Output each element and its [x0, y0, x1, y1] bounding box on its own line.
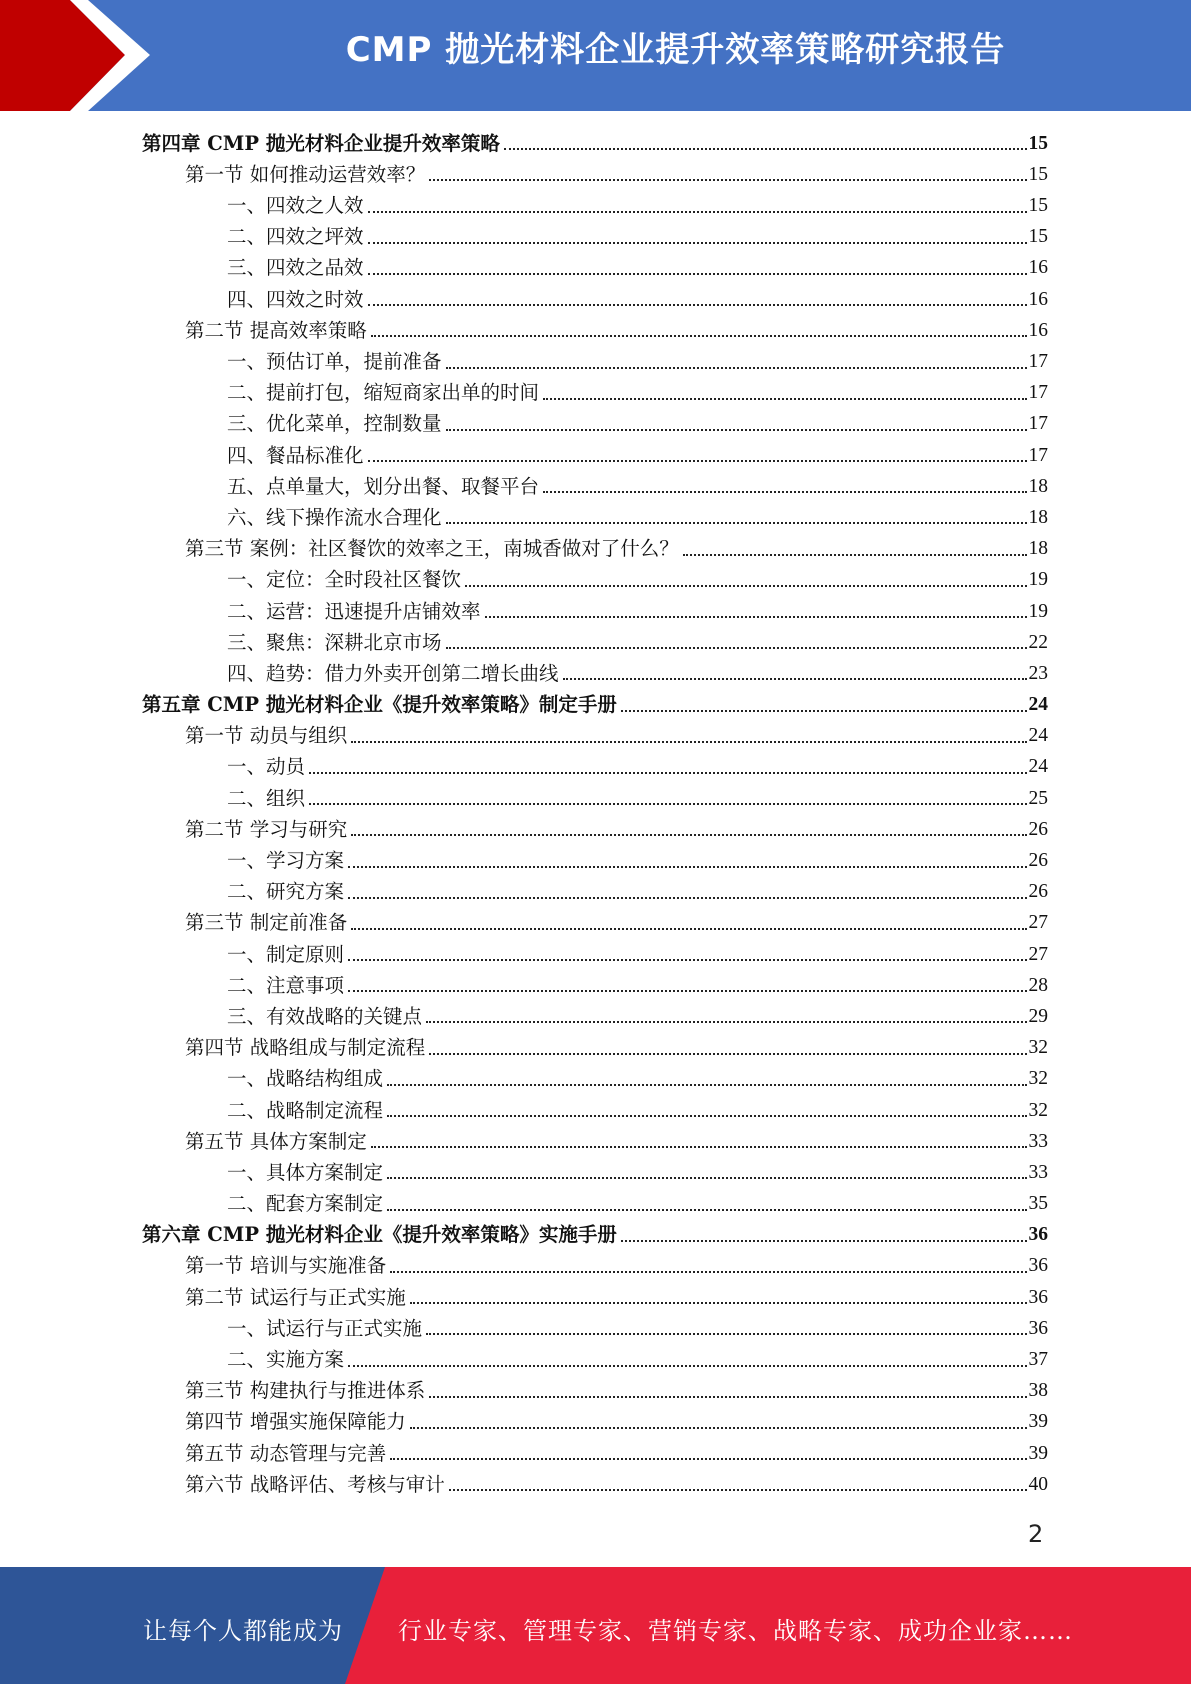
- toc-subsection-entry[interactable]: [142, 1344, 1048, 1375]
- toc-dot-leader: [348, 897, 1026, 899]
- toc-subsection-entry[interactable]: [142, 658, 1048, 689]
- toc-entry-title: 第一节 培训与实施准备: [185, 1254, 387, 1278]
- toc-subsection-entry[interactable]: [142, 253, 1048, 284]
- toc-entry-page: 26: [1028, 818, 1048, 840]
- toc-dot-leader: [410, 1427, 1027, 1429]
- toc-section-entry[interactable]: [142, 1126, 1048, 1157]
- toc-entry-page: 15: [1028, 163, 1048, 185]
- toc-entry-page: 17: [1028, 351, 1048, 372]
- toc-dot-leader: [429, 1053, 1026, 1055]
- toc-subsection-entry[interactable]: [142, 1157, 1048, 1188]
- toc-dot-leader: [426, 1021, 1026, 1023]
- toc-dot-leader: [351, 928, 1026, 930]
- toc-chapter-entry[interactable]: [142, 1220, 1048, 1251]
- toc-entry-page: 26: [1028, 850, 1048, 871]
- footer-slogan-left: 让每个人都能成为: [143, 1617, 343, 1645]
- toc-dot-leader: [387, 1084, 1026, 1086]
- toc-entry-page: 16: [1028, 288, 1048, 310]
- toc-entry-title: 二、实施方案: [227, 1348, 345, 1371]
- toc-entry-title: 第五节 动态管理与完善: [185, 1441, 387, 1465]
- toc-dot-leader: [371, 335, 1027, 337]
- toc-section-entry[interactable]: [142, 1407, 1048, 1438]
- toc-subsection-entry[interactable]: [142, 190, 1048, 221]
- toc-dot-leader: [485, 616, 1027, 618]
- toc-dot-leader: [446, 647, 1027, 649]
- toc-entry-page: 32: [1028, 1037, 1048, 1059]
- toc-entry-title: 三、聚焦：深耕北京市场: [227, 630, 442, 654]
- toc-dot-leader: [368, 242, 1027, 244]
- toc-entry-page: 18: [1028, 538, 1048, 560]
- toc-dot-leader: [543, 398, 1026, 400]
- toc-subsection-entry[interactable]: [142, 845, 1048, 876]
- table-of-contents: [142, 128, 1048, 1500]
- toc-entry-page: 19: [1028, 569, 1048, 591]
- page-number: 2: [1028, 1520, 1044, 1548]
- toc-dot-leader: [309, 772, 1026, 774]
- toc-entry-page: 25: [1028, 787, 1048, 809]
- toc-section-entry[interactable]: [142, 1469, 1048, 1500]
- toc-dot-leader: [387, 1115, 1026, 1117]
- toc-section-entry[interactable]: [142, 533, 1048, 564]
- toc-section-entry[interactable]: [142, 1376, 1048, 1407]
- toc-entry-title: 第五章 CMP 抛光材料企业《提升效率策略》制定手册: [142, 693, 617, 717]
- toc-entry-title: 第三节 制定前准备: [185, 911, 348, 935]
- toc-dot-leader: [429, 179, 1026, 181]
- toc-entry-title: 一、学习方案: [227, 849, 345, 872]
- toc-entry-title: 六、线下操作流水合理化: [227, 505, 442, 529]
- toc-subsection-entry[interactable]: [142, 346, 1048, 377]
- toc-subsection-entry[interactable]: [142, 970, 1048, 1001]
- toc-entry-page: 16: [1028, 319, 1048, 341]
- page-header: [0, 0, 1191, 111]
- toc-entry-page: 17: [1028, 444, 1048, 466]
- toc-entry-title: 二、组织: [227, 786, 306, 810]
- toc-dot-leader: [446, 367, 1027, 369]
- toc-entry-page: 35: [1028, 1193, 1048, 1215]
- toc-dot-leader: [426, 1333, 1026, 1335]
- toc-subsection-entry[interactable]: [142, 378, 1048, 409]
- toc-section-entry[interactable]: [142, 159, 1048, 190]
- toc-entry-page: 27: [1028, 912, 1048, 934]
- toc-entry-title: 第六节 战略评估、考核与审计: [185, 1472, 445, 1496]
- toc-dot-leader: [563, 678, 1027, 680]
- toc-subsection-entry[interactable]: [142, 1001, 1048, 1032]
- toc-entry-page: 37: [1028, 1349, 1048, 1370]
- toc-dot-leader: [371, 1146, 1027, 1148]
- toc-chapter-entry[interactable]: [142, 689, 1048, 720]
- toc-entry-title: 第四章 CMP 抛光材料企业提升效率策略: [142, 131, 500, 155]
- toc-dot-leader: [348, 959, 1026, 961]
- toc-section-entry[interactable]: [142, 1032, 1048, 1063]
- toc-dot-leader: [683, 554, 1027, 556]
- toc-subsection-entry[interactable]: [142, 565, 1048, 596]
- toc-subsection-entry[interactable]: [142, 284, 1048, 315]
- toc-entry-title: 四、四效之时效: [227, 287, 364, 311]
- toc-entry-title: 第一节 如何推动运营效率？: [185, 162, 426, 186]
- toc-subsection-entry[interactable]: [142, 502, 1048, 533]
- toc-entry-page: 15: [1028, 195, 1048, 217]
- toc-subsection-entry[interactable]: [142, 222, 1048, 253]
- toc-entry-page: 33: [1028, 1161, 1048, 1183]
- toc-entry-title: 三、四效之品效: [227, 256, 364, 280]
- toc-dot-leader: [368, 273, 1027, 275]
- footer-slogan-right: 行业专家、管理专家、营销专家、战略专家、成功企业家……: [398, 1617, 1073, 1645]
- toc-entry-page: 24: [1028, 725, 1048, 747]
- toc-section-entry[interactable]: [142, 315, 1048, 346]
- toc-entry-title: 二、战略制定流程: [227, 1098, 384, 1122]
- toc-entry-title: 二、提前打包，缩短商家出单的时间: [227, 381, 540, 405]
- toc-entry-page: 16: [1028, 257, 1048, 279]
- report-title: CMP 抛光材料企业提升效率策略研究报告: [345, 30, 1006, 70]
- toc-entry-title: 第五节 具体方案制定: [185, 1129, 367, 1153]
- toc-entry-title: 一、定位：全时段社区餐饮: [227, 568, 462, 592]
- toc-entry-title: 第二节 试运行与正式实施: [185, 1285, 406, 1309]
- toc-dot-leader: [410, 1302, 1027, 1304]
- toc-entry-title: 四、餐品标准化: [227, 443, 364, 467]
- toc-section-entry[interactable]: [142, 908, 1048, 939]
- page-footer: [0, 1567, 1191, 1684]
- toc-section-entry[interactable]: [142, 814, 1048, 845]
- toc-entry-page: 29: [1028, 1005, 1048, 1027]
- toc-entry-title: 一、动员: [227, 755, 306, 779]
- toc-entry-title: 一、具体方案制定: [227, 1160, 384, 1184]
- toc-dot-leader: [368, 460, 1027, 462]
- toc-entry-page: 15: [1028, 132, 1048, 154]
- toc-entry-title: 一、制定原则: [227, 942, 345, 966]
- toc-dot-leader: [449, 1489, 1027, 1491]
- toc-entry-title: 一、战略结构组成: [227, 1067, 384, 1091]
- toc-entry-page: 39: [1028, 1442, 1048, 1464]
- toc-dot-leader: [348, 1365, 1026, 1367]
- toc-subsection-entry[interactable]: [142, 1064, 1048, 1095]
- toc-dot-leader: [465, 585, 1026, 587]
- toc-entry-title: 五、点单量大，划分出餐、取餐平台: [227, 474, 540, 498]
- toc-dot-leader: [348, 866, 1026, 868]
- toc-entry-page: 33: [1028, 1130, 1048, 1152]
- toc-entry-title: 四、趋势：借力外卖开创第二增长曲线: [227, 661, 559, 685]
- toc-entry-page: 24: [1028, 694, 1048, 716]
- toc-dot-leader: [446, 522, 1027, 524]
- toc-entry-title: 第二节 提高效率策略: [185, 318, 367, 342]
- toc-entry-page: 22: [1028, 631, 1048, 653]
- toc-entry-title: 第四节 增强实施保障能力: [185, 1410, 406, 1434]
- toc-section-entry[interactable]: [142, 1438, 1048, 1469]
- toc-dot-leader: [368, 304, 1027, 306]
- toc-section-entry[interactable]: [142, 1251, 1048, 1282]
- toc-entry-title: 第一节 动员与组织: [185, 724, 348, 748]
- toc-entry-page: 39: [1028, 1411, 1048, 1433]
- toc-entry-page: 23: [1028, 662, 1048, 684]
- toc-dot-leader: [621, 710, 1027, 712]
- toc-subsection-entry[interactable]: [142, 939, 1048, 970]
- toc-subsection-entry[interactable]: [142, 1188, 1048, 1219]
- toc-entry-page: 38: [1028, 1380, 1048, 1402]
- toc-entry-title: 二、四效之坪效: [227, 225, 364, 249]
- toc-entry-page: 19: [1028, 600, 1048, 622]
- toc-dot-leader: [429, 1396, 1026, 1398]
- toc-entry-title: 一、预估订单，提前准备: [227, 350, 442, 373]
- toc-entry-page: 32: [1028, 1068, 1048, 1090]
- toc-entry-title: 第四节 战略组成与制定流程: [185, 1036, 426, 1060]
- toc-dot-leader: [390, 1271, 1026, 1273]
- toc-entry-page: 24: [1028, 756, 1048, 778]
- toc-dot-leader: [390, 1458, 1026, 1460]
- toc-entry-page: 36: [1028, 1224, 1048, 1246]
- toc-entry-title: 二、运营：迅速提升店铺效率: [227, 599, 481, 623]
- toc-subsection-entry[interactable]: [142, 877, 1048, 908]
- toc-entry-page: 17: [1028, 382, 1048, 404]
- toc-dot-leader: [387, 1209, 1026, 1211]
- toc-dot-leader: [543, 491, 1026, 493]
- toc-subsection-entry[interactable]: [142, 1313, 1048, 1344]
- toc-subsection-entry[interactable]: [142, 440, 1048, 471]
- toc-entry-title: 二、研究方案: [227, 880, 345, 904]
- toc-subsection-entry[interactable]: [142, 752, 1048, 783]
- toc-entry-page: 15: [1028, 226, 1048, 248]
- toc-dot-leader: [368, 211, 1027, 213]
- toc-subsection-entry[interactable]: [142, 409, 1048, 440]
- toc-entry-page: 27: [1028, 943, 1048, 965]
- toc-subsection-entry[interactable]: [142, 627, 1048, 658]
- toc-entry-title: 一、试运行与正式实施: [227, 1316, 423, 1340]
- toc-dot-leader: [309, 803, 1026, 805]
- toc-section-entry[interactable]: [142, 1282, 1048, 1313]
- toc-entry-title: 第三节 构建执行与推进体系: [185, 1379, 426, 1403]
- toc-entry-page: 36: [1028, 1286, 1048, 1308]
- toc-subsection-entry[interactable]: [142, 471, 1048, 502]
- toc-entry-page: 28: [1028, 974, 1048, 996]
- toc-dot-leader: [351, 834, 1026, 836]
- toc-entry-page: 17: [1028, 413, 1048, 435]
- toc-entry-page: 40: [1028, 1473, 1048, 1495]
- toc-subsection-entry[interactable]: [142, 783, 1048, 814]
- toc-dot-leader: [446, 429, 1027, 431]
- toc-chapter-entry[interactable]: [142, 128, 1048, 159]
- toc-entry-title: 一、四效之人效: [227, 194, 364, 218]
- toc-entry-page: 32: [1028, 1099, 1048, 1121]
- toc-dot-leader: [351, 741, 1026, 743]
- toc-entry-page: 36: [1028, 1317, 1048, 1339]
- toc-entry-title: 第二节 学习与研究: [185, 817, 348, 841]
- toc-subsection-entry[interactable]: [142, 596, 1048, 627]
- toc-dot-leader: [504, 148, 1027, 150]
- toc-entry-title: 三、优化菜单，控制数量: [227, 412, 442, 436]
- toc-entry-page: 18: [1028, 475, 1048, 497]
- toc-subsection-entry[interactable]: [142, 1095, 1048, 1126]
- toc-dot-leader: [348, 990, 1026, 992]
- toc-section-entry[interactable]: [142, 721, 1048, 752]
- toc-entry-title: 第三节 案例：社区餐饮的效率之王，南城香做对了什么？: [185, 537, 679, 561]
- toc-entry-title: 二、配套方案制定: [227, 1192, 384, 1216]
- toc-entry-title: 二、注意事项: [227, 973, 345, 997]
- toc-dot-leader: [387, 1177, 1026, 1179]
- toc-entry-page: 26: [1028, 881, 1048, 903]
- toc-entry-title: 三、有效战略的关键点: [227, 1004, 423, 1028]
- toc-dot-leader: [621, 1240, 1027, 1242]
- toc-entry-page: 36: [1028, 1255, 1048, 1277]
- toc-entry-page: 18: [1028, 506, 1048, 528]
- toc-entry-title: 第六章 CMP 抛光材料企业《提升效率策略》实施手册: [142, 1223, 617, 1247]
